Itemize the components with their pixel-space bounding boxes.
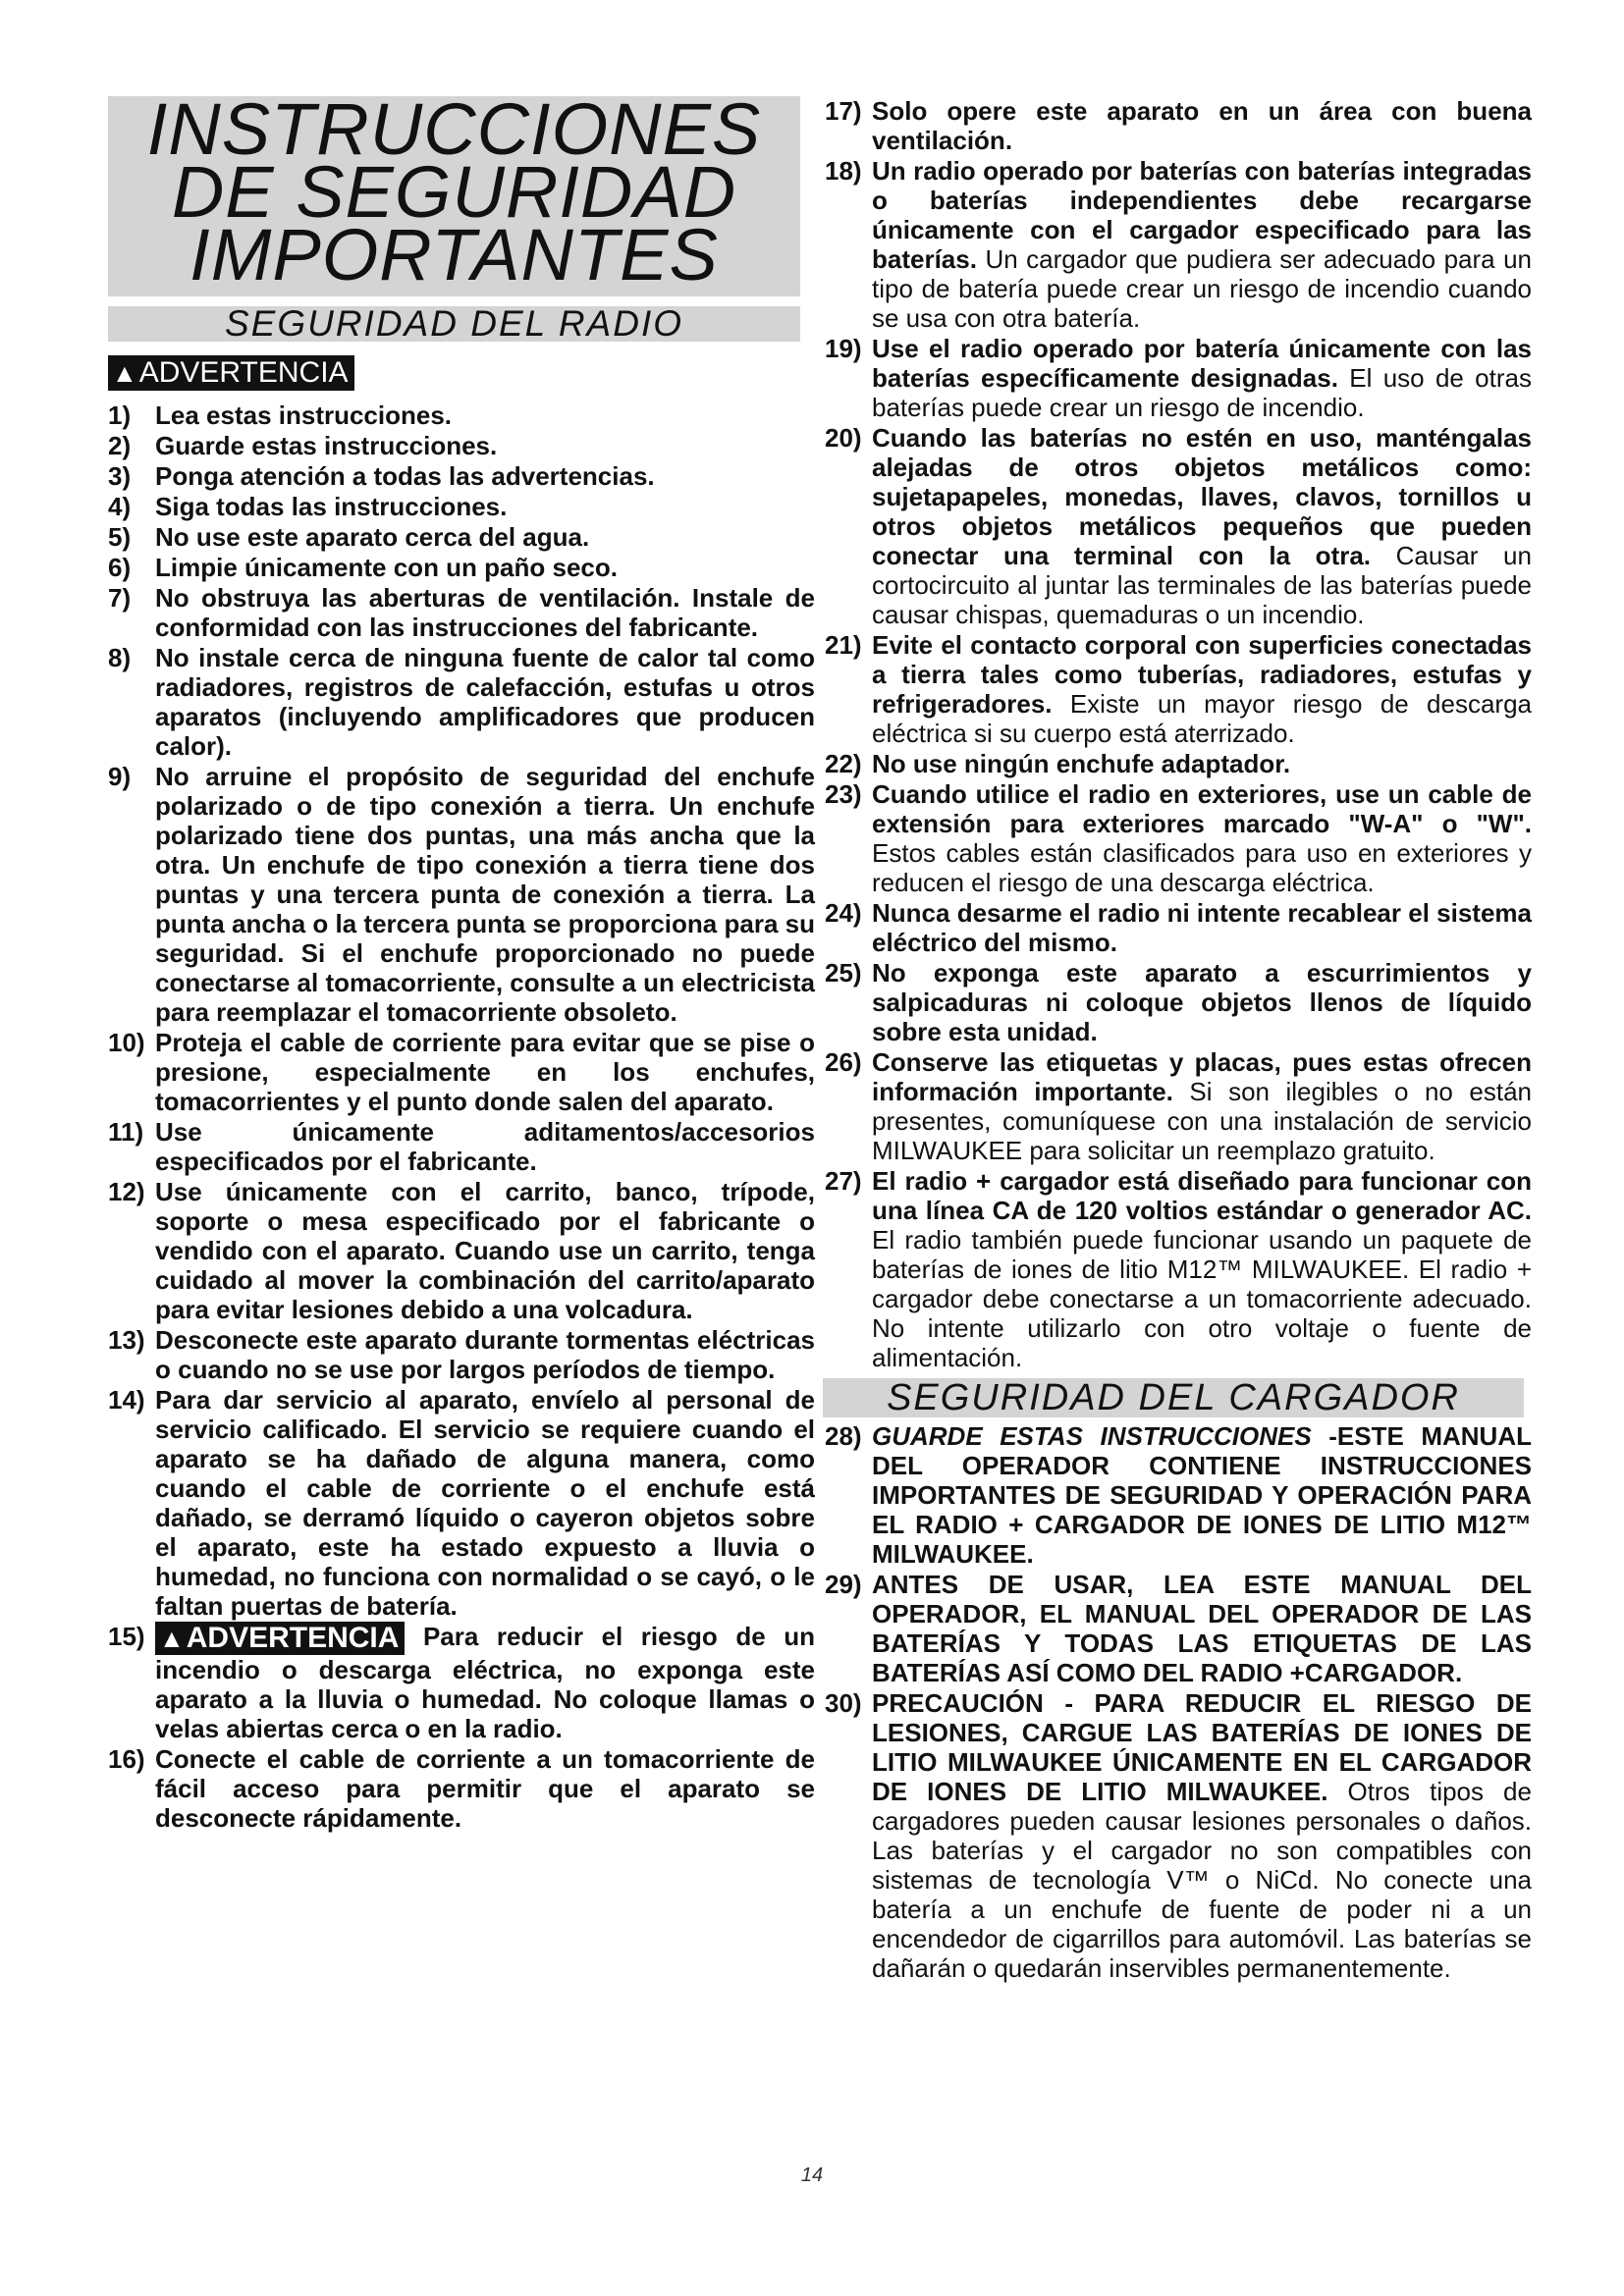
item-bold-text: Lea estas instrucciones. <box>155 400 453 430</box>
page-number: 14 <box>800 2164 824 2186</box>
list-item <box>108 431 815 460</box>
item-number: 28) <box>825 1421 862 1451</box>
page-title-line-3: IMPORTANTES <box>189 214 719 295</box>
item-number: 24) <box>825 898 862 928</box>
list-item <box>108 583 815 642</box>
item-number: 12) <box>108 1177 145 1206</box>
list-item <box>108 461 815 491</box>
list-item <box>108 1177 815 1324</box>
item-number: 22) <box>825 749 862 778</box>
item-bold-text: No instale cerca de ninguna fuente de calor tal como radiadores, registros de calefacción, estufas u otros aparatos (incluyendo amplificadores que producen calor). <box>155 643 815 761</box>
item-bold-text: ANTES DE USAR, LEA ESTE MANUAL DEL OPERADOR, EL MANUAL DEL OPERADOR DE LAS BATERÍAS Y TODAS LAS ETIQUETAS DE LAS BATERÍAS ASÍ COMO DEL RADIO +CARGADOR. <box>872 1570 1532 1687</box>
item-number: 23) <box>825 779 862 809</box>
item-bold-text: Limpie únicamente con un paño seco. <box>155 553 618 582</box>
item-regular-text: El radio también puede funcionar usando un paquete de baterías de iones de litio M12™ MILWAUKEE. El radio + cargador debe conectarse a un tomacorriente adecuado. No intente utilizarlo con otro voltaje o fuente de alimentación. <box>872 1225 1532 1372</box>
item-number: 27) <box>825 1166 862 1196</box>
item-regular-text: Otros tipos de cargadores pueden causar lesiones personales o daños. Las baterías y el cargador no son compatibles con sistemas de tecnología V™ o NiCd. No conecte una batería a un enchufe de fuente de poder ni a un encendedor de cigarrillos para automóvil. Las baterías se dañarán o quedarán inservibles permanentemente. <box>872 1777 1532 1983</box>
list-item <box>108 1117 815 1176</box>
list-item <box>825 1047 1532 1165</box>
title-box <box>108 88 800 296</box>
list-item <box>108 1622 815 1743</box>
item-bold-text: Para reducir el riesgo de un incendio o descarga eléctrica, no exponga este aparato a la lluvia o humedad. No coloque llamas o velas abiertas cerca o en la radio. <box>155 1622 815 1744</box>
item-number: 26) <box>825 1047 862 1077</box>
item-bold-text: Ponga atención a todas las advertencias. <box>155 461 655 491</box>
list-item <box>825 630 1532 748</box>
item-regular-text: Estos cables están clasificados para uso en exteriores y reducen el riesgo de una descarga eléctrica. <box>872 838 1532 897</box>
item-bold-text: No use ningún enchufe adaptador. <box>872 749 1291 778</box>
item-number: 7) <box>108 583 132 613</box>
item-bold-text: Para dar servicio al aparato, envíelo al personal de servicio calificado. El servicio se requiere cuando el aparato se ha dañado de alguna manera, como cuando el cable de corriente o el enchufe está dañado, se derramó líquido o cayeron objetos sobre el aparato, este ha estado expuesto a lluvia o humedad, no funciona con normalidad o se cayó, o le faltan puertas de batería. <box>155 1385 815 1621</box>
item-regular-text: Causar un cortocircuito al juntar las terminales de las baterías puede causar chispas, quemaduras o un incendio. <box>872 541 1532 629</box>
item-number: 2) <box>108 431 132 460</box>
item-bold-text: Cuando utilice el radio en exteriores, use un cable de extensión para exteriores marcado "W-A" o "W". <box>872 779 1532 838</box>
item-bold-text: Nunca desarme el radio ni intente recablear el sistema eléctrico del mismo. <box>872 898 1532 957</box>
item-bold-text: No exponga este aparato a escurrimientos y salpicaduras ni coloque objetos llenos de líquido sobre esta unidad. <box>872 958 1532 1046</box>
item-regular-text: El uso de otras baterías puede crear un riesgo de incendio. <box>872 363 1532 422</box>
charger-item-list <box>825 1421 1532 1983</box>
item-bold-text: Use el radio operado por batería únicamente con las baterías específicamente designadas. <box>872 334 1532 393</box>
item-number: 1) <box>108 400 132 430</box>
item-bold-text: Solo opere este aparato en un área con buena ventilación. <box>872 96 1532 155</box>
item-number: 17) <box>825 96 862 126</box>
item-bold-text: No arruine el propósito de seguridad del enchufe polarizado o de tipo conexión a tierra. Un enchufe polarizado tiene dos puntas, una más ancha que la otra. Un enchufe de tipo conexión a tierra tiene dos puntas y una tercera punta de conexión a tierra. La punta ancha o la tercera punta se proporciona para su seguridad. Si el enchufe proporcionado no puede conectarse al tomacorriente, consulte a un electricista para reemplazar el tomacorriente obsoleto. <box>155 762 815 1027</box>
item-number: 20) <box>825 423 862 453</box>
list-item <box>825 1166 1532 1372</box>
list-item <box>825 749 1532 778</box>
list-item <box>825 156 1532 333</box>
list-item <box>108 1325 815 1384</box>
item-number: 25) <box>825 958 862 988</box>
warning-label <box>108 355 354 391</box>
list-item <box>825 958 1532 1046</box>
item-number: 13) <box>108 1325 145 1355</box>
item-bold-text: Un radio operado por baterías con baterías integradas o baterías independientes debe recargarse únicamente con el cargador especificado para las baterías. <box>872 156 1532 274</box>
item-bold-text: Conserve las etiquetas y placas, pues estas ofrecen información importante. <box>872 1047 1532 1106</box>
list-item <box>108 1385 815 1621</box>
item-number: 11) <box>108 1117 144 1147</box>
item-regular-text: Si son ilegibles o no están presentes, comuníquese con una instalación de servicio MILWAUKEE para solicitar un reemplazo gratuito. <box>872 1077 1533 1165</box>
radio-safety-heading: SEGURIDAD DEL RADIO <box>108 306 800 342</box>
list-item <box>108 643 815 761</box>
item-bold-text: El radio + cargador está diseñado para funcionar con una línea CA de 120 voltios estándar o generador AC. <box>872 1166 1532 1225</box>
page-title-line-2: DE SEGURIDAD <box>171 151 737 233</box>
list-item <box>108 1028 815 1116</box>
item-number: 29) <box>825 1570 862 1599</box>
item-bold-text: No use este aparato cerca del agua. <box>155 522 590 552</box>
item-bold-text: Guarde estas instrucciones. <box>155 431 498 460</box>
page-title-line-1: INSTRUCCIONES <box>146 88 762 170</box>
list-item <box>825 779 1532 897</box>
item-number: 14) <box>108 1385 145 1415</box>
list-item <box>825 96 1532 155</box>
item-number: 8) <box>108 643 132 672</box>
warning-label-text: ADVERTENCIA <box>138 356 349 389</box>
item-number: 9) <box>108 762 132 791</box>
left-item-list <box>108 400 815 1833</box>
item-bold-text: Desconecte este aparato durante tormentas eléctricas o cuando no se use por largos períodos de tiempo. <box>155 1325 815 1384</box>
warning-triangle-icon: ▲ <box>112 358 137 388</box>
right-column <box>825 96 1532 1984</box>
item-bold-text: Siga todas las instrucciones. <box>155 492 508 521</box>
inline-warning-label <box>155 1622 405 1655</box>
item-bold-text: Use únicamente con el carrito, banco, trípode, soporte o mesa especificado por el fabricante o vendido con el aparato. Cuando use un carrito, tenga cuidado al mover la combinación del carrito/aparato para evitar lesiones debido a una volcadura. <box>155 1177 815 1324</box>
list-item <box>825 1570 1532 1687</box>
item-number: 30) <box>825 1688 862 1718</box>
list-item <box>108 400 815 430</box>
item-number: 19) <box>825 334 862 363</box>
warning-triangle-icon: ▲ <box>159 1624 185 1654</box>
list-item <box>108 1744 815 1833</box>
list-item <box>108 762 815 1027</box>
item-number: 10) <box>108 1028 145 1057</box>
item-bold-text: Cuando las baterías no estén en uso, manténgalas alejadas de otros objetos metálicos como: sujetapapeles, monedas, llaves, clavos, tornillos u otros objetos metálicos pequeños que pueden conectar una terminal con la otra. <box>872 423 1532 570</box>
charger-safety-heading: SEGURIDAD DEL CARGADOR <box>823 1378 1524 1417</box>
item-bold-text: Use únicamente aditamentos/accesorios especificados por el fabricante. <box>155 1117 815 1176</box>
list-item <box>108 492 815 521</box>
list-item <box>825 334 1532 422</box>
item-bold-text: Proteja el cable de corriente para evitar que se pise o presione, especialmente en los enchufes, tomacorrientes y el punto donde salen del aparato. <box>155 1028 815 1116</box>
item-regular-text: Un cargador que pudiera ser adecuado para un tipo de batería puede crear un riesgo de incendio cuando se usa con otra batería. <box>872 244 1533 333</box>
item-bold-text: Conecte el cable de corriente a un tomacorriente de fácil acceso para permitir que el aparato se desconecte rápidamente. <box>155 1744 815 1834</box>
list-item <box>825 423 1532 629</box>
item-bold-text: PRECAUCIÓN - PARA REDUCIR EL RIESGO DE LESIONES, CARGUE LAS BATERÍAS DE IONES DE LITIO MILWAUKEE ÚNICAMENTE EN EL CARGADOR DE IONES DE LITIO MILWAUKEE. <box>872 1688 1532 1806</box>
list-item <box>825 1421 1532 1569</box>
item-number: 6) <box>108 553 132 582</box>
list-item <box>825 898 1532 957</box>
item-bold-text: -ESTE MANUAL DEL OPERADOR CONTIENE INSTRUCCIONES IMPORTANTES DE SEGURIDAD Y OPERACIÓN PARA EL RADIO + CARGADOR DE IONES DE LITIO M12™ MILWAUKEE. <box>872 1421 1532 1569</box>
item-number: 16) <box>108 1744 145 1775</box>
item-bold-text: Evite el contacto corporal con superficies conectadas a tierra tales como tuberías, radiadores, estufas y refrigeradores. <box>872 630 1532 719</box>
item-bold-text: No obstruya las aberturas de ventilación. Instale de conformidad con las instrucciones del fabricante. <box>155 583 815 642</box>
item-number: 5) <box>108 522 132 552</box>
list-item <box>108 553 815 582</box>
item-italic-text: GUARDE ESTAS INSTRUCCIONES <box>872 1421 1312 1451</box>
item-regular-text: Existe un mayor riesgo de descarga eléctrica si su cuerpo está aterrizado. <box>872 689 1532 748</box>
item-number: 18) <box>825 156 862 186</box>
item-number: 21) <box>825 630 862 660</box>
list-item <box>108 522 815 552</box>
inline-warning-text: ADVERTENCIA <box>186 1622 400 1655</box>
item-number: 15) <box>108 1622 145 1651</box>
item-number: 4) <box>108 492 132 521</box>
left-column <box>108 88 815 1834</box>
list-item <box>825 1688 1532 1983</box>
right-item-list <box>825 96 1532 1372</box>
item-number: 3) <box>108 461 132 491</box>
